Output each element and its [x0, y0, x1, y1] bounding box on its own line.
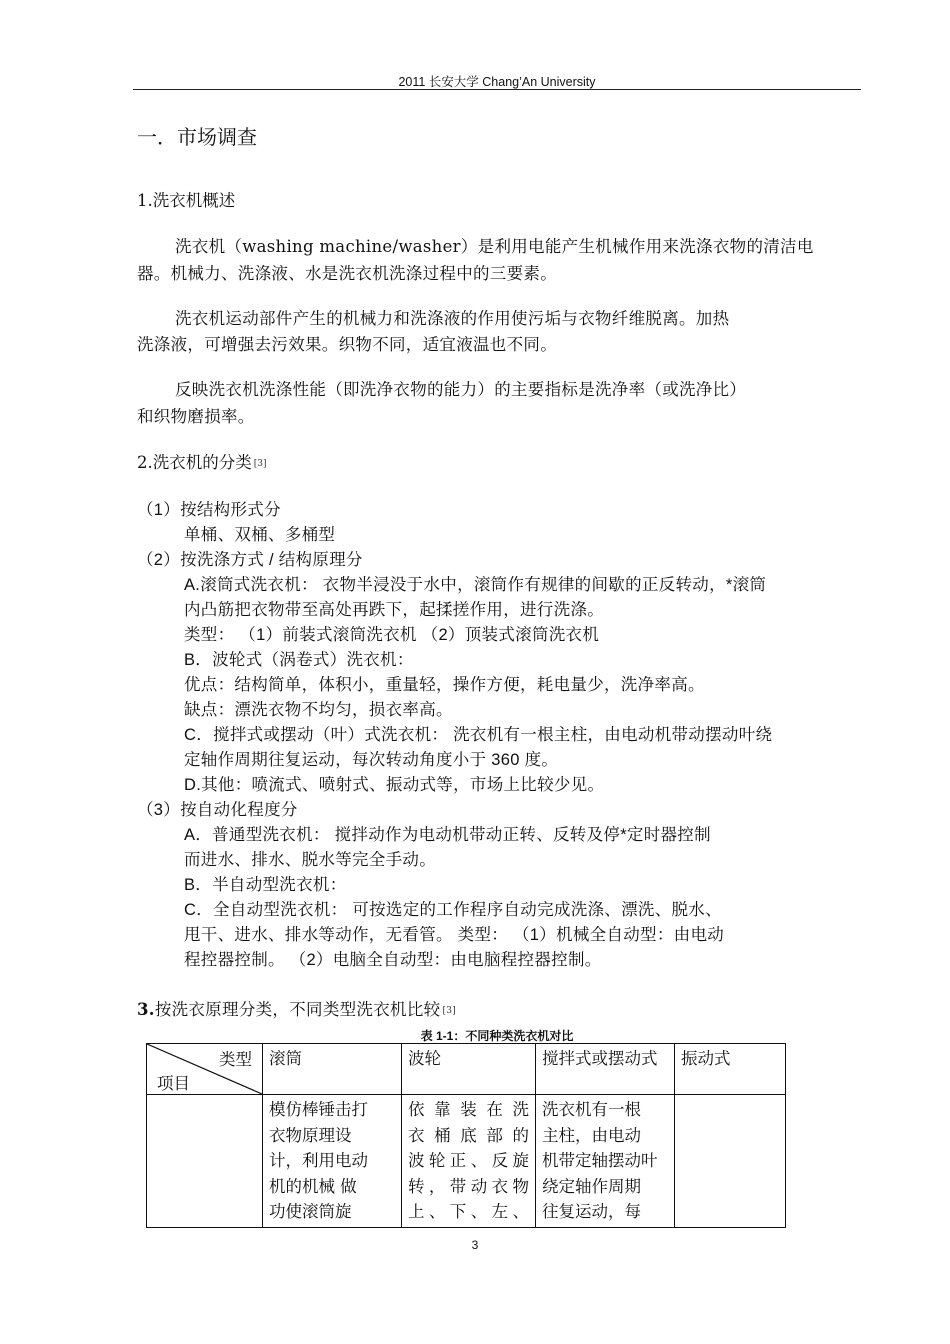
s2-line-9: C．搅拌式或摆动（叶）式洗衣机： 洗衣机有一根主柱，由电动机带动摆动叶绕: [184, 726, 773, 744]
s3-title-text: 按洗衣原理分类，不同类型洗衣机比较: [154, 1000, 441, 1019]
s1-p1-line2: 器。机械力、洗涤液、水是洗衣机洗涤过程中的三要素。: [137, 264, 557, 283]
table-cell-agitator: 洗衣机有一根 主柱，由电动 机带定轴摆动叶 绕定轴作周期 往复运动，每: [536, 1095, 675, 1228]
table-caption: 表 1-1：不同种类洗衣机对比: [420, 1029, 574, 1043]
s2-line-3: A.滚筒式洗衣机： 衣物半浸没于水中，滚筒作有规律的间歇的正反转动，*滚筒: [184, 576, 767, 594]
s2-title-ref: [3]: [253, 459, 267, 469]
s2-line-17: 甩干、进水、排水等动作，无看管。 类型： （1）机械全自动型：由电动: [184, 926, 725, 944]
table-row: [147, 1095, 786, 1228]
s3-title-number: 3.: [137, 1000, 155, 1019]
table-cell-impeller: 依靠装在洗 衣桶底部的 波轮正、反旋 转，带动衣物 上、下、左、: [402, 1095, 536, 1228]
page-header: 2011 长安大学 Chang’An University: [398, 75, 596, 89]
s2-line-10: 定轴作周期往复运动，每次转动角度小于 360 度。: [184, 751, 559, 769]
s2-line-13: A．普通型洗衣机： 搅拌动作为电动机带动正转、反转及停*定时器控制: [184, 826, 711, 844]
s2-line-7: 优点：结构简单，体积小，重量轻，操作方便，耗电量少，洗净率高。: [184, 676, 705, 694]
table-header-row: [147, 1044, 786, 1095]
s2-title-text: 2.洗衣机的分类: [137, 453, 252, 472]
s2-line-15: B．半自动型洗衣机：: [184, 876, 347, 894]
table-cell-drum: 模仿棒锤击打 衣物原理设 计，利用电动 机的机械 做 功使滚筒旋: [263, 1095, 402, 1228]
s1-p3-line2: 和织物磨损率。: [137, 407, 255, 426]
s1-title: 1.洗衣机概述: [137, 191, 236, 210]
table-cell-vibration: [675, 1095, 786, 1228]
header-cell: 滚筒: [263, 1044, 402, 1095]
header-cell: 波轮: [402, 1044, 536, 1095]
comparison-table: [146, 1043, 786, 1228]
s2-line-8: 缺点：漂洗衣物不均匀，损衣率高。: [184, 701, 453, 719]
s1-p3-line1: 反映洗衣机洗涤性能（即洗净衣物的能力）的主要指标是洗净率（或洗净比）: [175, 380, 747, 399]
corner-item-label: 项目: [157, 1074, 190, 1093]
s2-line-0: （1）按结构形式分: [137, 501, 281, 519]
s3-title: [137, 996, 456, 1020]
header-rule: [133, 89, 861, 90]
s2-line-14: 而进水、排水、脱水等完全手动。: [184, 851, 436, 869]
page-number: 3: [471, 1238, 479, 1252]
s2-line-2: （2）按洗涤方式 / 结构原理分: [137, 551, 363, 569]
s2-line-6: B．波轮式（涡卷式）洗衣机：: [184, 651, 414, 669]
table-corner-cell: [147, 1044, 263, 1095]
s1-p1-line1: 洗衣机（washing machine/washer）是利用电能产生机械作用来洗涤衣物的清洁电: [175, 237, 814, 256]
s3-title-ref: [3]: [442, 1006, 457, 1016]
header-cell: 振动式: [675, 1044, 786, 1095]
s2-line-12: （3）按自动化程度分: [137, 801, 298, 819]
section-title: 一．市场调查: [137, 125, 257, 149]
s2-line-5: 类型： （1）前装式滚筒洗衣机 （2）顶装式滚筒洗衣机: [184, 626, 600, 644]
row-label-cell: [147, 1095, 263, 1228]
s2-line-16: C．全自动型洗衣机： 可按选定的工作程序自动完成洗涤、漂洗、脱水、: [184, 901, 722, 919]
corner-type-label: 类型: [219, 1050, 252, 1069]
s1-p2-line2: 洗涤液，可增强去污效果。织物不同，适宜液温也不同。: [137, 335, 557, 354]
s2-line-1: 单桶、双桶、多桶型: [184, 526, 336, 544]
header-cell: 搅拌式或摆动式: [536, 1044, 675, 1095]
s2-title: [137, 449, 267, 473]
s2-line-18: 程控器控制。 （2）电脑全自动型：由电脑程控器控制。: [184, 951, 602, 969]
s1-p2-line1: 洗衣机运动部件产生的机械力和洗涤液的作用使污垢与衣物纤维脱离。加热: [175, 309, 730, 328]
s2-line-11: D.其他：喷流式、喷射式、振动式等，市场上比较少见。: [184, 776, 605, 794]
s2-line-4: 内凸筋把衣物带至高处再跌下，起揉搓作用，进行洗涤。: [184, 601, 604, 619]
